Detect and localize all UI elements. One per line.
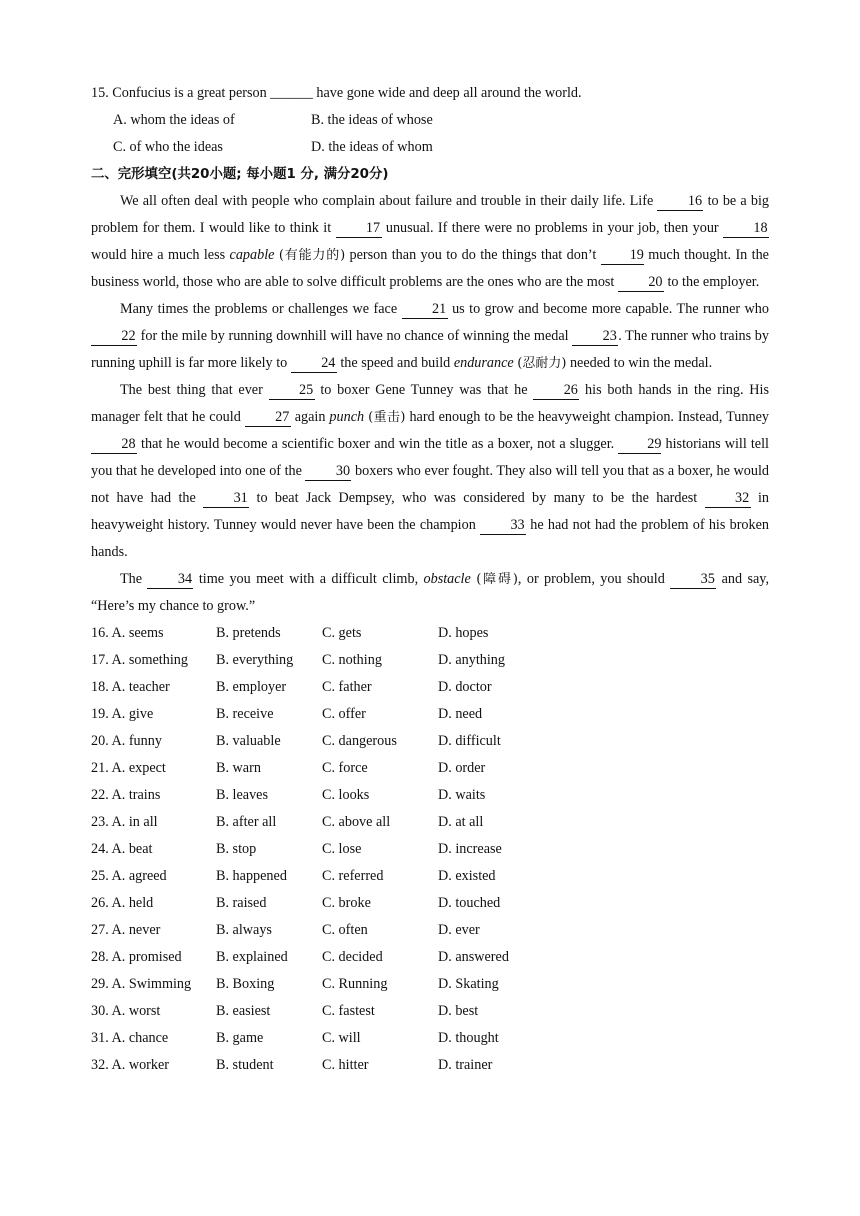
passage-text: and say, “Here’s my chance to grow.” bbox=[91, 571, 770, 614]
answer-option: B. valuable bbox=[216, 733, 281, 749]
answer-option: B. warn bbox=[216, 760, 261, 776]
blank-28: 28 bbox=[91, 435, 137, 454]
answer-option: D. touched bbox=[438, 895, 501, 911]
answer-option: C. father bbox=[322, 679, 372, 695]
blank-26: 26 bbox=[533, 381, 579, 400]
question-15-option-a: A. whom the ideas of bbox=[113, 112, 235, 128]
passage-text: needed to win the medal. bbox=[566, 355, 713, 371]
answer-options-list bbox=[91, 620, 769, 1079]
passage-text: would hire a much less bbox=[91, 247, 230, 263]
answer-row bbox=[91, 647, 769, 674]
answer-option: B. everything bbox=[216, 652, 294, 668]
answer-option: 16. A. seems bbox=[91, 625, 164, 641]
chinese-gloss: (有能力的) bbox=[278, 248, 346, 263]
passage-text: boxers who ever fought. They also will tell you that as a boxer, he would not have had the bbox=[91, 463, 769, 506]
answer-option: C. offer bbox=[322, 706, 366, 722]
passage-text: again bbox=[290, 409, 330, 425]
chinese-gloss: (障碍) bbox=[476, 572, 518, 587]
passage-text: the speed and build bbox=[336, 355, 454, 371]
answer-option: B. raised bbox=[216, 895, 267, 911]
blank-17: 17 bbox=[336, 219, 382, 238]
answer-option: B. student bbox=[216, 1057, 274, 1073]
answer-option: C. fastest bbox=[322, 1003, 375, 1019]
blank-19: 19 bbox=[601, 246, 644, 265]
answer-option: B. always bbox=[216, 922, 272, 938]
answer-option: C. dangerous bbox=[322, 733, 397, 749]
answer-option: C. hitter bbox=[322, 1057, 369, 1073]
answer-option: C. nothing bbox=[322, 652, 382, 668]
answer-option: B. stop bbox=[216, 841, 257, 857]
answer-option: 22. A. trains bbox=[91, 787, 161, 803]
answer-row bbox=[91, 944, 769, 971]
answer-option: D. thought bbox=[438, 1030, 499, 1046]
answer-option: D. Skating bbox=[438, 976, 499, 992]
italic-term: endurance bbox=[453, 355, 514, 371]
answer-option: D. existed bbox=[438, 868, 496, 884]
answer-row bbox=[91, 674, 769, 701]
answer-row bbox=[91, 1052, 769, 1079]
question-15-options-row-2 bbox=[91, 134, 769, 161]
blank-22: 22 bbox=[91, 327, 137, 346]
answer-option: D. hopes bbox=[438, 625, 489, 641]
passage-text: for the mile by running downhill will have no chance of winning the medal bbox=[137, 328, 573, 344]
answer-row bbox=[91, 863, 769, 890]
blank-23: 23 bbox=[572, 327, 618, 346]
answer-row bbox=[91, 890, 769, 917]
answer-option: C. broke bbox=[322, 895, 371, 911]
answer-option: D. difficult bbox=[438, 733, 501, 749]
answer-option: D. order bbox=[438, 760, 486, 776]
blank-24: 24 bbox=[291, 354, 337, 373]
answer-option: 19. A. give bbox=[91, 706, 154, 722]
passage-text: person than you to do the things that don’t bbox=[345, 247, 601, 263]
answer-option: 26. A. held bbox=[91, 895, 154, 911]
passage-text: hard enough to be the heavyweight champion. Instead, Tunney bbox=[405, 409, 769, 425]
answer-option: D. increase bbox=[438, 841, 502, 857]
answer-option: 27. A. never bbox=[91, 922, 161, 938]
answer-option: D. answered bbox=[438, 949, 509, 965]
answer-option: C. Running bbox=[322, 976, 388, 992]
blank-18: 18 bbox=[723, 219, 769, 238]
question-15-stem: 15. Confucius is a great person ______ have gone wide and deep all around the world. bbox=[91, 85, 582, 101]
answer-row bbox=[91, 782, 769, 809]
passage-paragraph-2 bbox=[91, 296, 769, 377]
answer-option: D. ever bbox=[438, 922, 480, 938]
answer-option: B. Boxing bbox=[216, 976, 275, 992]
blank-20: 20 bbox=[618, 273, 664, 292]
answer-option: D. best bbox=[438, 1003, 479, 1019]
answer-option: B. receive bbox=[216, 706, 274, 722]
answer-option: D. doctor bbox=[438, 679, 492, 695]
italic-term: capable bbox=[229, 247, 275, 263]
answer-option: 29. A. Swimming bbox=[91, 976, 192, 992]
italic-term: obstacle bbox=[423, 571, 471, 587]
passage-text: to beat Jack Dempsey, who was considered by many to be the hardest bbox=[249, 490, 705, 506]
answer-row bbox=[91, 998, 769, 1025]
answer-option: B. happened bbox=[216, 868, 287, 884]
answer-row bbox=[91, 809, 769, 836]
answer-row bbox=[91, 917, 769, 944]
blank-16: 16 bbox=[657, 192, 703, 211]
passage-paragraph-1 bbox=[91, 188, 769, 296]
question-15-option-d: D. the ideas of whom bbox=[311, 139, 433, 155]
passage-paragraph-3 bbox=[91, 377, 769, 566]
answer-option: 31. A. chance bbox=[91, 1030, 169, 1046]
passage-text: in heavyweight history. Tunney would never have been the champion bbox=[91, 490, 769, 533]
answer-option: B. pretends bbox=[216, 625, 281, 641]
answer-option: 20. A. funny bbox=[91, 733, 162, 749]
passage-text: unusual. If there were no problems in your job, then your bbox=[381, 220, 723, 236]
answer-option: B. after all bbox=[216, 814, 277, 830]
answer-option: C. above all bbox=[322, 814, 391, 830]
question-15-option-c: C. of who the ideas bbox=[113, 139, 223, 155]
answer-option: 18. A. teacher bbox=[91, 679, 170, 695]
answer-option: C. often bbox=[322, 922, 368, 938]
passage-paragraph-4 bbox=[91, 566, 769, 620]
blank-30: 30 bbox=[305, 462, 351, 481]
answer-row bbox=[91, 701, 769, 728]
answer-option: B. game bbox=[216, 1030, 264, 1046]
blank-21: 21 bbox=[402, 300, 448, 319]
blank-29: 29 bbox=[618, 435, 661, 454]
passage-text: to the employer. bbox=[663, 274, 760, 290]
answer-option: D. at all bbox=[438, 814, 484, 830]
blank-25: 25 bbox=[269, 381, 315, 400]
answer-option: 23. A. in all bbox=[91, 814, 158, 830]
passage-text: , or problem, you should bbox=[517, 571, 671, 587]
answer-option: C. lose bbox=[322, 841, 362, 857]
answer-option: 17. A. something bbox=[91, 652, 188, 668]
answer-option: C. will bbox=[322, 1030, 361, 1046]
answer-option: B. easiest bbox=[216, 1003, 271, 1019]
answer-option: D. need bbox=[438, 706, 483, 722]
question-15-option-b: B. the ideas of whose bbox=[311, 112, 433, 128]
passage-text: time you meet with a difficult climb, bbox=[193, 571, 424, 587]
blank-27: 27 bbox=[245, 408, 291, 427]
blank-31: 31 bbox=[203, 489, 249, 508]
answer-option: B. employer bbox=[216, 679, 287, 695]
passage-text: that he would become a scientific boxer and win the title as a boxer, not a slugger. bbox=[137, 436, 619, 452]
answer-option: D. anything bbox=[438, 652, 505, 668]
answer-row bbox=[91, 1025, 769, 1052]
passage-text: to be a big problem for them. I would like to think it bbox=[91, 193, 769, 236]
chinese-gloss: (重击) bbox=[368, 410, 406, 425]
answer-option: C. decided bbox=[322, 949, 383, 965]
question-15-options-row-1 bbox=[91, 107, 769, 134]
passage-text: The bbox=[120, 571, 148, 587]
passage-text: . The runner who trains by running uphill is far more likely to bbox=[91, 328, 769, 371]
passage-text: he had not had the problem of his broken hands. bbox=[91, 517, 769, 560]
answer-row bbox=[91, 755, 769, 782]
answer-option: B. explained bbox=[216, 949, 288, 965]
chinese-gloss: (忍耐力) bbox=[517, 356, 567, 371]
answer-option: 28. A. promised bbox=[91, 949, 182, 965]
passage-text: his both hands in the ring. His manager felt that he could bbox=[91, 382, 770, 425]
worksheet-page bbox=[91, 80, 769, 1079]
answer-option: D. trainer bbox=[438, 1057, 493, 1073]
blank-32: 32 bbox=[705, 489, 751, 508]
answer-row bbox=[91, 728, 769, 755]
blank-35: 35 bbox=[670, 570, 716, 589]
passage-text: to boxer Gene Tunney was that he bbox=[314, 382, 534, 398]
answer-option: C. gets bbox=[322, 625, 362, 641]
answer-row bbox=[91, 836, 769, 863]
answer-option: C. looks bbox=[322, 787, 370, 803]
answer-option: D. waits bbox=[438, 787, 486, 803]
answer-option: C. force bbox=[322, 760, 368, 776]
passage-text: much thought. In the business world, those who are able to solve difficult problems are the ones who are the most bbox=[91, 247, 769, 290]
passage-text: We all often deal with people who complain about failure and trouble in their daily life. Life bbox=[120, 193, 658, 209]
blank-34: 34 bbox=[147, 570, 193, 589]
answer-option: C. referred bbox=[322, 868, 384, 884]
answer-row bbox=[91, 971, 769, 998]
answer-row bbox=[91, 620, 769, 647]
section-title-cloze: 二、完形填空(共20小题; 每小题1 分, 满分20分) bbox=[91, 167, 389, 182]
answer-option: B. leaves bbox=[216, 787, 269, 803]
passage-text: us to grow and become more capable. The runner who bbox=[447, 301, 769, 317]
answer-option: 32. A. worker bbox=[91, 1057, 170, 1073]
answer-option: 24. A. beat bbox=[91, 841, 153, 857]
answer-option: 25. A. agreed bbox=[91, 868, 167, 884]
answer-option: 30. A. worst bbox=[91, 1003, 161, 1019]
passage-text: The best thing that ever bbox=[120, 382, 269, 398]
italic-term: punch bbox=[329, 409, 365, 425]
passage-text: Many times the problems or challenges we face bbox=[120, 301, 402, 317]
blank-33: 33 bbox=[480, 516, 526, 535]
answer-option: 21. A. expect bbox=[91, 760, 166, 776]
passage-text: historians will tell you that he developed into one of the bbox=[91, 436, 769, 479]
